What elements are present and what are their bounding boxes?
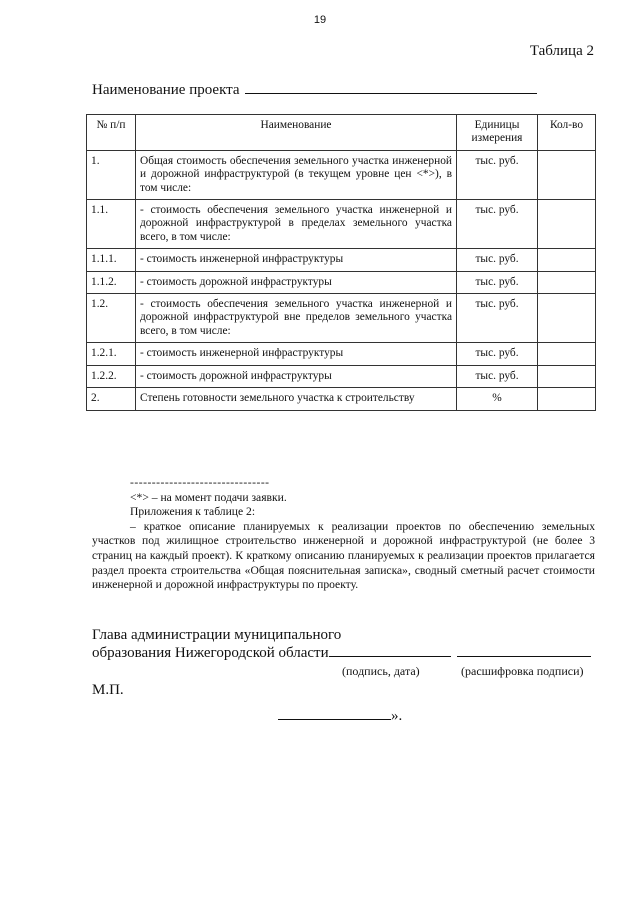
notes-section (92, 476, 595, 593)
header-qty: Кол-во (538, 115, 596, 151)
row-num: 1.2.1. (87, 343, 136, 365)
row-qty (538, 249, 596, 271)
row-unit: тыс. руб. (457, 343, 538, 365)
signature-decoding-blank (457, 644, 591, 657)
row-qty (538, 365, 596, 387)
row-num: 1.2.2. (87, 365, 136, 387)
closing-quote: ». (391, 708, 403, 724)
row-num: 1.1.2. (87, 271, 136, 293)
row-name: - стоимость дорожной инфраструктуры (136, 365, 457, 387)
footnote: <*> – на момент подачи заявки. (130, 490, 287, 504)
row-name: - стоимость обеспечения земельного участка инженерной и дорожной инфраструктурой в пределах земельного участка всего, в том числе: (136, 200, 457, 249)
signature-title-line1: Глава администрации муниципального (92, 627, 342, 643)
page-number: 19 (313, 14, 327, 26)
row-qty (538, 343, 596, 365)
signature-captions (92, 662, 602, 678)
row-num: 1.1. (87, 200, 136, 249)
row-unit: тыс. руб. (457, 200, 538, 249)
table-row (87, 150, 596, 199)
row-unit: тыс. руб. (457, 365, 538, 387)
row-name: - стоимость инженерной инфраструктуры (136, 343, 457, 365)
row-unit: тыс. руб. (457, 249, 538, 271)
table-row (87, 294, 596, 343)
appendix-title: Приложения к таблице 2: (130, 505, 256, 519)
closing-blank (278, 706, 391, 720)
cost-table (86, 114, 596, 411)
row-qty (538, 388, 596, 410)
caption-signature-date: (подпись, дата) (342, 664, 420, 678)
table-label: Таблица 2 (529, 43, 594, 59)
row-unit: тыс. руб. (457, 294, 538, 343)
signature-blank (329, 644, 451, 657)
header-num: № п/п (87, 115, 136, 151)
row-num: 1. (87, 150, 136, 199)
closing-line (278, 706, 402, 725)
table-row (87, 343, 596, 365)
row-name: Общая стоимость обеспечения земельного участка инженерной и дорожной инфраструктурой (в текущем уровне цен <*>), в том числе: (136, 150, 457, 199)
signature-title-row (92, 644, 602, 662)
project-name-row (92, 80, 537, 99)
row-name: - стоимость обеспечения земельного участка инженерной и дорожной инфраструктурой вне пределов земельного участка всего, в том числе: (136, 294, 457, 343)
caption-decoding: (расшифровка подписи) (461, 664, 584, 678)
row-name: - стоимость инженерной инфраструктуры (136, 249, 457, 271)
row-qty (538, 271, 596, 293)
appendix-text: – краткое описание планируемых к реализации проектов по обеспечению земельных участков под жилищное строительство инженерной и дорожной инфраструктурой (не более 3 страниц на каждый проект). К краткому описанию планируемых к реализации проектов прилагается раздел проекта строительства «Общая пояснительная записка», сводный сметный расчет стоимости инженерной и дорожной инфраструктуры по проекту. (92, 519, 595, 592)
row-unit: % (457, 388, 538, 410)
row-unit: тыс. руб. (457, 150, 538, 199)
table-header-row (87, 115, 596, 151)
table-row (87, 249, 596, 271)
row-num: 1.1.1. (87, 249, 136, 271)
header-unit: Единицы измерения (457, 115, 538, 151)
row-qty (538, 200, 596, 249)
table-row (87, 271, 596, 293)
row-name: Степень готовности земельного участка к строительству (136, 388, 457, 410)
row-qty (538, 294, 596, 343)
stamp-place: М.П. (92, 682, 124, 698)
project-name-blank (245, 80, 537, 94)
signature-block (92, 626, 602, 678)
header-name: Наименование (136, 115, 457, 151)
row-qty (538, 150, 596, 199)
table-row (87, 365, 596, 387)
signature-title-line2: образования Нижегородской области (92, 645, 329, 661)
table-row (87, 388, 596, 410)
table-row (87, 200, 596, 249)
row-unit: тыс. руб. (457, 271, 538, 293)
row-num: 2. (87, 388, 136, 410)
row-name: - стоимость дорожной инфраструктуры (136, 271, 457, 293)
project-name-label: Наименование проекта (92, 82, 240, 98)
row-num: 1.2. (87, 294, 136, 343)
footnote-separator: -------------------------------- (130, 476, 270, 489)
